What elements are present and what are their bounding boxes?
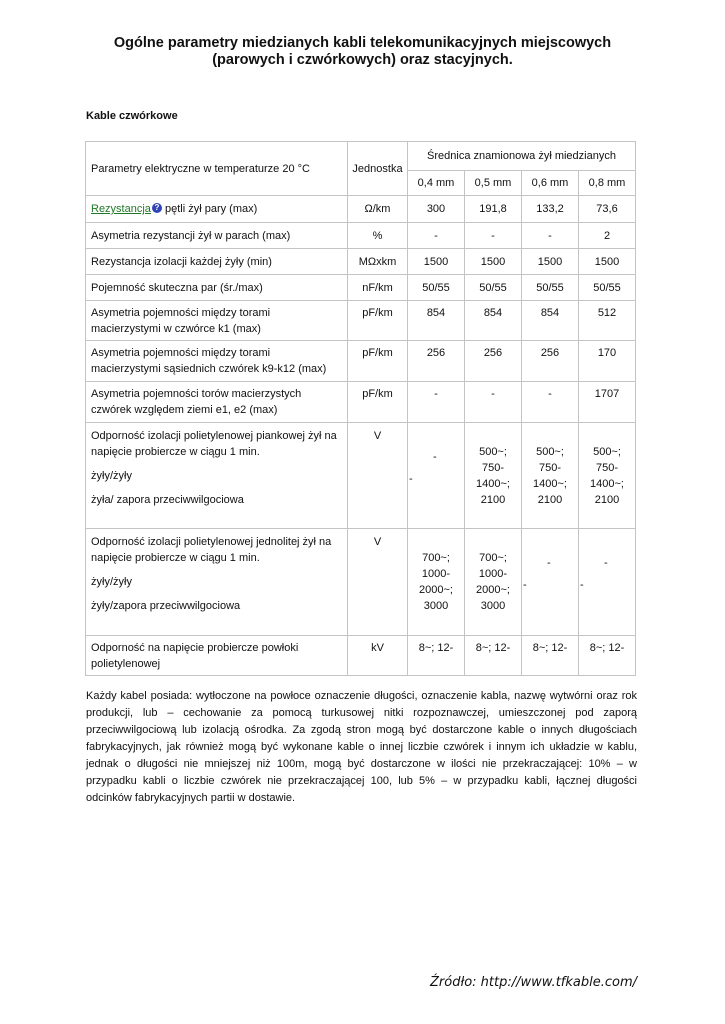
row-unit: nF/km [348,275,408,301]
cell-line: - [547,557,551,569]
row-sublabel: żyły/żyły [91,576,132,588]
header-diameter: 0,4 mm [408,171,465,196]
row-label: Asymetria rezystancji żył w parach (max) [86,223,348,249]
row-unit: pF/km [348,301,408,341]
row-label: Odporność na napięcie probiercze powłoki polietylenowej [86,636,348,676]
table-cell: - [408,223,465,249]
table-row [86,636,636,676]
table-row [86,341,636,382]
table-cell: 133,2 [522,196,579,223]
row-sublabel: żyły/zapora przeciwwilgociowa [91,600,241,612]
row-label-text: Odporność izolacji polietylenowej piankowej żył na napięcie probiercze w ciągu 1 min. [91,430,337,458]
table-cell: 300 [408,196,465,223]
row-sublabel: żyła/ zapora przeciwwilgociowa [91,494,244,506]
table-cell: 50/55 [408,275,465,301]
table-cell: 8~; 12- [579,636,636,676]
table-cell: - [465,223,522,249]
resistance-link[interactable]: Rezystancja [91,203,151,215]
table-cell: 256 [408,341,465,382]
row-label: Asymetria pojemności między torami macierzystymi sąsiednich czwórek k9-k12 (max) [86,341,348,382]
row-unit: V [348,423,408,529]
row-unit: V [348,529,408,636]
table-cell: 512 [579,301,636,341]
row-label: Pojemność skuteczna par (śr./max) [86,275,348,301]
table-cell: 256 [522,341,579,382]
table-cell: 500~; 750- 1400~; 2100 [465,423,522,529]
header-diameter: 0,8 mm [579,171,636,196]
header-parameters: Parametry elektryczne w temperaturze 20 °C [86,142,348,196]
header-diameter-group: Średnica znamionowa żył miedzianych [408,142,636,171]
table-cell: 500~; 750- 1400~; 2100 [522,423,579,529]
table-cell: 500~; 750- 1400~; 2100 [579,423,636,529]
row-unit: kV [348,636,408,676]
table-cell [408,423,465,529]
cell-line: - [433,450,437,463]
row-label: Rezystancja izolacji każdej żyły (min) [86,249,348,275]
table-cell: 170 [579,341,636,382]
table-cell: 1500 [465,249,522,275]
table-row [86,529,636,636]
table-cell: 700~; 1000- 2000~; 3000 [465,529,522,636]
row-unit: % [348,223,408,249]
table-cell: - [465,382,522,423]
table-header-row [86,142,636,171]
header-unit: Jednostka [348,142,408,196]
row-unit: pF/km [348,341,408,382]
table-row [86,196,636,223]
table-row [86,275,636,301]
table-cell: 50/55 [522,275,579,301]
table-cell: 8~; 12- [408,636,465,676]
table-cell: 854 [408,301,465,341]
table-cell: 2 [579,223,636,249]
table-cell: 256 [465,341,522,382]
table-cell: 50/55 [579,275,636,301]
table-cell: 191,8 [465,196,522,223]
table-row [86,382,636,423]
row-label-text: Odporność izolacji polietylenowej jednolitej żył na napięcie probiercze w ciągu 1 min. [91,536,332,564]
table-row [86,423,636,529]
source-citation: Źródło: http://www.tfkable.com/ [430,975,637,990]
row-label-text: pętli żył pary (max) [161,203,258,215]
row-label [86,423,348,529]
table-cell: - [522,223,579,249]
row-label [86,529,348,636]
table-cell: - [408,382,465,423]
row-sublabel: żyły/żyły [91,470,132,482]
table-cell: 700~; 1000- 2000~; 3000 [408,529,465,636]
row-unit: MΩxkm [348,249,408,275]
row-label: Asymetria pojemności między torami macierzystymi w czwórce k1 (max) [86,301,348,341]
table-cell: 1500 [522,249,579,275]
row-unit: Ω/km [348,196,408,223]
table-cell: 1707 [579,382,636,423]
table-cell: 854 [522,301,579,341]
table-cell: 50/55 [465,275,522,301]
document-title-line-2: (parowych i czwórkowych) oraz stacyjnych. [212,52,513,68]
row-label [86,196,348,223]
document-title-line-1: Ogólne parametry miedzianych kabli telekomunikacyjnych miejscowych [113,35,612,51]
document-title [70,35,655,69]
table-row [86,249,636,275]
question-mark-icon[interactable]: ? [152,203,162,213]
cell-line: - [580,579,584,591]
table-cell [579,529,636,636]
header-diameter: 0,6 mm [522,171,579,196]
parameters-table [85,141,636,676]
cell-line: - [523,579,527,591]
row-unit: pF/km [348,382,408,423]
table-cell: 1500 [579,249,636,275]
table-cell: 1500 [408,249,465,275]
cell-line: - [604,557,608,569]
cell-line: - [409,472,413,485]
note-paragraph: Każdy kabel posiada: wytłoczone na powłoce oznaczenie długości, oznaczenie kabla, nazwę wytwórni oraz rok produkcji, lub – cechowanie za pomocą turkusowej nitki rozpoznawczej, umieszczonej pod zaporą przeciwwilgociową lub izolacją ośrodka. Za zgodą stron mogą być dostarczone kable o innych długościach fabrykacyjnych, jak również mogą być wykonane kable o innej liczbie czwórek i innym ich układzie w kablu, jednak o długości nie mniejszej niż 100m, mogą być dostarczone w ilości nie przekraczającej: 10% – w przypadku kabli o liczbie czwórek nie przekraczającej 100, lub 5% – w przypadku kabli, łącznej długości odcinków fabrykacyjnych partii w dostawie. [86,690,637,804]
table-cell: 8~; 12- [522,636,579,676]
section-title: Kable czwórkowe [86,110,178,122]
table-cell: 8~; 12- [465,636,522,676]
table-row [86,223,636,249]
header-diameter: 0,5 mm [465,171,522,196]
table-cell [522,529,579,636]
table-cell: 73,6 [579,196,636,223]
table-row [86,301,636,341]
table-cell: 854 [465,301,522,341]
row-label: Asymetria pojemności torów macierzystych czwórek względem ziemi e1, e2 (max) [86,382,348,423]
table-cell: - [522,382,579,423]
